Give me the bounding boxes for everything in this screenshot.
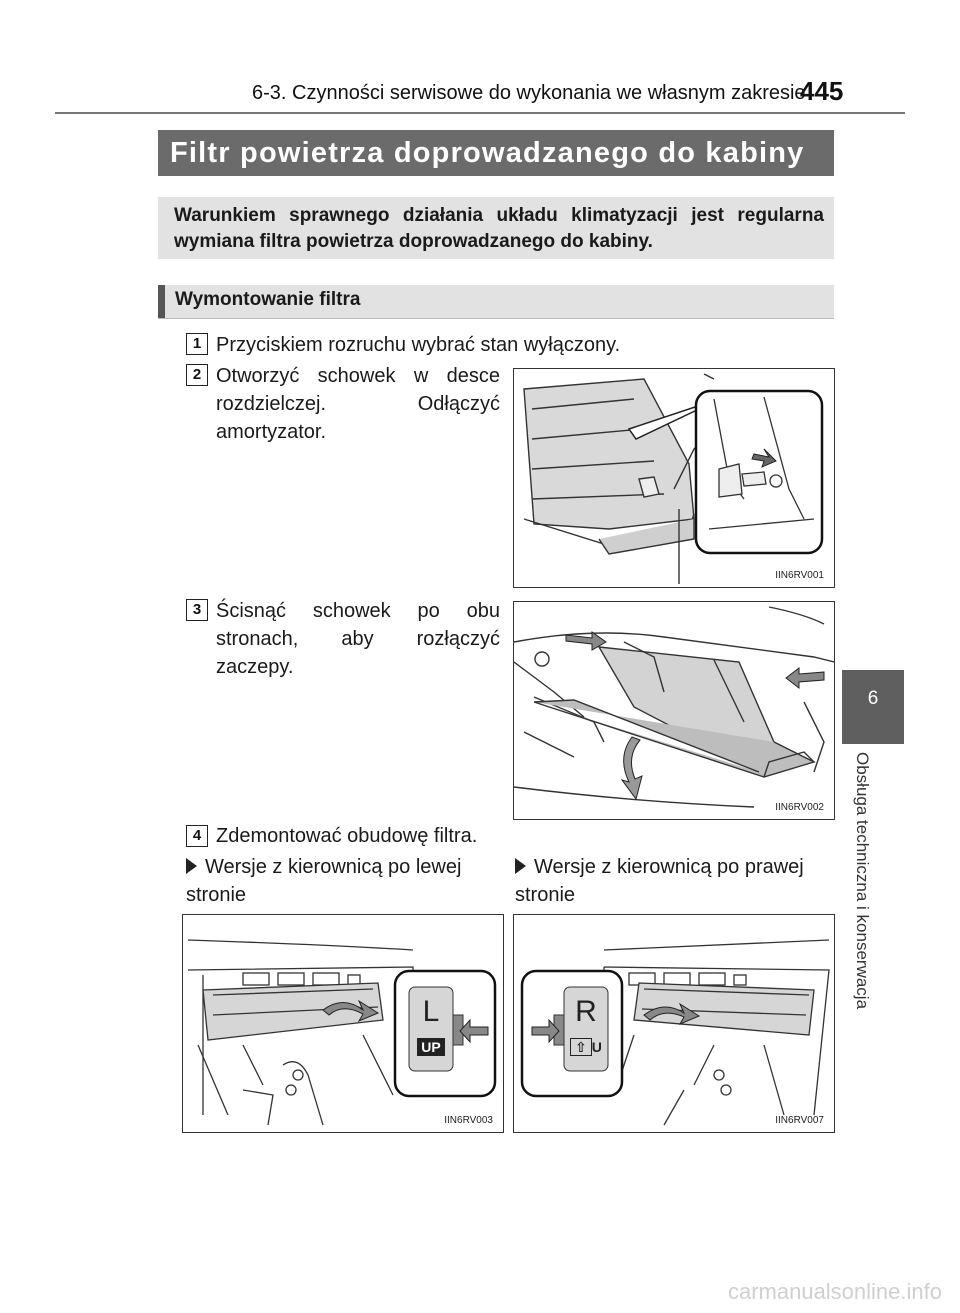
step-text-1: Przyciskiem rozruchu wybrać stan wyłączony. bbox=[216, 334, 621, 356]
page-title: Filtr powietrza doprowadzanego do kabiny bbox=[170, 137, 805, 169]
figure-filter-rhd bbox=[513, 914, 835, 1133]
filter-rhd-illustration bbox=[514, 915, 834, 1132]
variant-left-label: Wersje z kierownicą po lewej stronie bbox=[186, 856, 462, 906]
figure-filter-lhd bbox=[182, 914, 504, 1133]
step-text-2: Otworzyć schowek w desce rozdzielczej. Odłączyć amortyzator. bbox=[216, 365, 500, 443]
step-text-3: Ścisnąć schowek po obu stronach, aby rozłączyć zaczepy. bbox=[216, 600, 500, 678]
up-arrow-icon: ⇧ bbox=[570, 1038, 592, 1056]
bullet-arrow-icon bbox=[515, 858, 526, 874]
figure-glovebox-squeeze bbox=[513, 601, 835, 820]
variant-right bbox=[515, 853, 833, 909]
step-number-4: 4 bbox=[186, 825, 208, 847]
chapter-number: 6 bbox=[867, 688, 879, 709]
figure-code: IIN6RV002 bbox=[775, 802, 824, 813]
chapter-title: Obsługa techniczna i konserwacja bbox=[853, 752, 872, 1010]
badge-up-label: ⇧ U bbox=[564, 1039, 608, 1056]
glovebox-damper-illustration bbox=[514, 369, 834, 587]
badge-letter: R bbox=[575, 995, 597, 1028]
page-number: 445 bbox=[800, 76, 844, 106]
subheading-accent bbox=[158, 285, 165, 318]
glovebox-squeeze-illustration bbox=[514, 602, 834, 819]
step-number-1: 1 bbox=[186, 333, 208, 355]
intro-text: Warunkiem sprawnego działania układu klimatyzacji jest regularna wymiana filtra powietrza doprowadzanego do kabiny. bbox=[174, 205, 824, 252]
figure-glovebox-damper bbox=[513, 368, 835, 588]
chapter-title-wrap bbox=[850, 752, 894, 1122]
variant-left bbox=[186, 853, 502, 909]
variant-right-label: Wersje z kierownicą po prawej stronie bbox=[515, 856, 804, 906]
filter-lhd-illustration bbox=[183, 915, 503, 1132]
header-rule bbox=[55, 112, 905, 114]
running-header: 6-3. Czynności serwisowe do wykonania we własnym zakresie bbox=[252, 82, 806, 104]
badge-up-label: UP bbox=[409, 1039, 453, 1055]
badge-letter: L bbox=[422, 995, 440, 1028]
watermark: carmanualsonline.info bbox=[727, 1279, 942, 1304]
bullet-arrow-icon bbox=[186, 858, 197, 874]
step-text-4: Zdemontować obudowę filtra. bbox=[216, 825, 478, 847]
subheading: Wymontowanie filtra bbox=[175, 289, 361, 310]
figure-code: IIN6RV001 bbox=[775, 570, 824, 581]
figure-code: IIN6RV003 bbox=[444, 1115, 493, 1126]
subheading-rule bbox=[158, 318, 834, 319]
figure-code: IIN6RV007 bbox=[775, 1115, 824, 1126]
step-number-3: 3 bbox=[186, 599, 208, 621]
step-number-2: 2 bbox=[186, 364, 208, 386]
